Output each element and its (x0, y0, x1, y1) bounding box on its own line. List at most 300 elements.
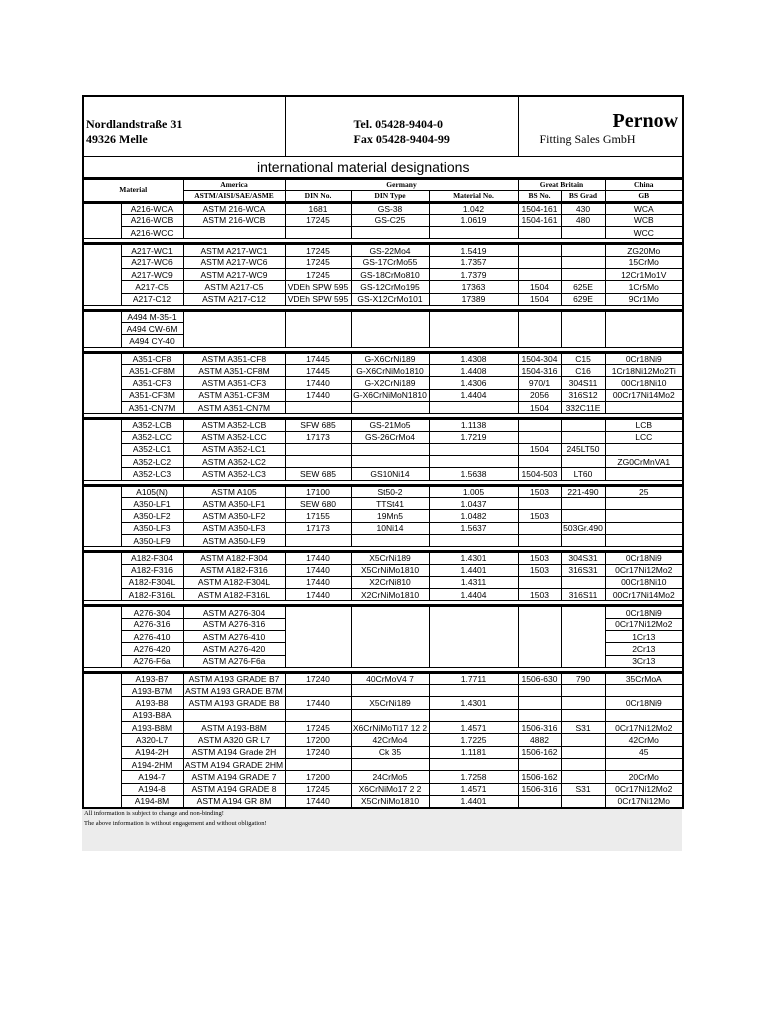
din-no-cell (285, 685, 351, 697)
astm-cell: ASTM A194 GRADE 8 (183, 783, 285, 795)
material-cell: A320-L7 (121, 734, 183, 746)
column-header-material: Material (83, 178, 183, 202)
din-type-cell (351, 227, 429, 239)
bs-no-cell (518, 795, 561, 807)
material-cell: A350-LF1 (121, 498, 183, 510)
bs-grad-cell: 629E (561, 293, 605, 305)
astm-cell: ASTM A194 GRADE 2HM (184, 759, 284, 770)
table-row (83, 268, 683, 280)
material-no-cell: 1.4401 (429, 795, 518, 807)
material-cell: A494 CW-6M (121, 323, 183, 335)
table-row (83, 795, 683, 807)
table-row (83, 456, 683, 468)
bs-no-merged-blank-cell (518, 606, 561, 667)
din-type-cell: 10Ni14 (351, 522, 429, 534)
bs-no-cell: 1504 (518, 443, 561, 455)
group-margin-cell (83, 310, 121, 347)
material-cell: A352-LC1 (121, 443, 183, 455)
group-margin-cell (83, 419, 121, 480)
column-group-china: China (605, 178, 683, 190)
din-type-cell: X6CrNiMoTi17 12 2 (352, 722, 428, 733)
gb-cell: 2Cr13 (605, 643, 683, 655)
gb-cell (605, 709, 683, 721)
material-cell: A193-B8A (121, 709, 183, 721)
astm-cell: ASTM A350-LF9 (183, 534, 285, 546)
column-header-bs-no: BS No. (518, 190, 561, 202)
bs-grad-cell: 221-490 (561, 485, 605, 497)
bs-grad-cell: 480 (561, 214, 605, 226)
bs-grad-cell: 790 (561, 672, 605, 684)
column-group-header-row (83, 178, 683, 190)
material-no-cell: 1.1181 (429, 746, 518, 758)
astm-cell: ASTM A217-WC9 (183, 268, 285, 280)
astm-cell: ASTM 216-WCA (183, 202, 285, 214)
column-header-bs-grad: BS Grad (561, 190, 605, 202)
column-header-din-type: DIN Type (351, 190, 429, 202)
bs-no-cell: 1503 (518, 589, 561, 601)
bs-grad-merged-blank-cell (561, 310, 605, 347)
table-row (83, 244, 683, 256)
material-cell: A276-304 (121, 606, 183, 618)
bs-no-cell: 1503 (518, 485, 561, 497)
bs-no-cell (518, 244, 561, 256)
din-type-cell (351, 534, 429, 546)
table-row (83, 377, 683, 389)
material-cell: A193-B8M (121, 722, 183, 734)
bs-grad-cell: 316S31 (561, 564, 605, 576)
bs-no-cell: 1506-316 (518, 722, 561, 734)
material-cell: A352-LC3 (121, 468, 183, 480)
din-no-cell: 17440 (285, 576, 351, 588)
material-no-cell: 1.7357 (429, 256, 518, 268)
din-type-cell: 19Mn5 (351, 510, 429, 522)
din-type-cell: GS-12CrMo195 (351, 281, 429, 293)
bs-grad-cell (561, 431, 605, 443)
gb-cell (605, 510, 683, 522)
din-no-cell: 17440 (285, 697, 351, 709)
bs-grad-cell: 304S11 (561, 377, 605, 389)
bs-grad-cell: S31 (561, 783, 605, 795)
material-no-cell: 1.7219 (429, 431, 518, 443)
column-header-gb: GB (605, 190, 683, 202)
din-no-merged-blank-cell (285, 310, 351, 347)
din-type-merged-blank-cell (351, 606, 429, 667)
gb-cell: LCC (605, 431, 683, 443)
table-row (83, 510, 683, 522)
din-no-cell: 17173 (285, 431, 351, 443)
table-row (83, 468, 683, 480)
telephone-number: Tel. 05428-9404-0 (353, 117, 444, 131)
table-row (83, 256, 683, 268)
material-cell: A350-LF2 (121, 510, 183, 522)
bs-grad-cell: 332C11E (561, 401, 605, 413)
bs-grad-cell (561, 498, 605, 510)
table-row (83, 685, 683, 697)
fax-number: Fax 05428-9404-99 (353, 132, 450, 146)
astm-cell: ASTM A105 (183, 485, 285, 497)
astm-cell: ASTM A194 GR 8M (183, 795, 285, 807)
din-type-cell: Ck 35 (351, 746, 429, 758)
gb-cell: 12Cr1Mo1V (605, 268, 683, 280)
din-type-cell: X5CrNi189 (351, 697, 429, 709)
din-no-cell: SEW 685 (285, 468, 351, 480)
gb-cell: 0Cr18Ni9 (605, 697, 683, 709)
astm-cell (183, 709, 285, 721)
din-no-cell: 17200 (285, 734, 351, 746)
material-no-cell: 1.7711 (429, 672, 518, 684)
table-row (83, 758, 683, 770)
bs-no-cell: 1506-316 (518, 783, 561, 795)
group-margin-cell (83, 552, 121, 601)
bs-no-cell: 970/1 (518, 377, 561, 389)
letterhead-row (83, 96, 683, 156)
material-cell: A217-WC9 (121, 268, 183, 280)
company-cell (518, 96, 683, 156)
table-row (83, 589, 683, 601)
gb-cell: 00Cr18Ni10 (605, 377, 683, 389)
bs-no-cell: 1504 (518, 401, 561, 413)
din-type-cell: 24CrMo5 (351, 771, 429, 783)
bs-no-cell (518, 709, 561, 721)
bs-grad-cell (561, 709, 605, 721)
table-row (83, 389, 683, 401)
din-type-cell: X2CrNiMo1810 (351, 589, 429, 601)
astm-cell: ASTM A351-CF3M (183, 389, 285, 401)
material-cell: A194-8M (121, 795, 183, 807)
din-type-cell: X2CrNi810 (351, 576, 429, 588)
table-row (83, 401, 683, 413)
material-cell: A351-CN7M (121, 401, 183, 413)
din-type-cell: TTSt41 (351, 498, 429, 510)
material-no-cell: 1.0619 (429, 214, 518, 226)
gb-cell: 20CrMo (605, 771, 683, 783)
din-no-cell: 17440 (285, 389, 351, 401)
table-row (83, 214, 683, 226)
din-no-cell: 17245 (285, 268, 351, 280)
bs-no-cell: 1504 (518, 281, 561, 293)
din-no-cell: 17245 (285, 256, 351, 268)
din-type-cell: GS-17CrMo55 (351, 256, 429, 268)
din-type-cell: GS-C25 (351, 214, 429, 226)
company-name: Pernow (612, 110, 679, 132)
bs-no-cell: 1504-503 (518, 468, 561, 480)
material-no-cell (429, 685, 518, 697)
title-row (83, 156, 683, 178)
material-cell: A351-CF8 (121, 352, 183, 364)
gb-cell: 0Cr18Ni9 (605, 606, 683, 618)
gb-cell: 0Cr18Ni9 (605, 352, 683, 364)
din-no-cell: 17445 (285, 365, 351, 377)
din-no-cell: VDEh SPW 595 (285, 293, 351, 305)
din-no-cell: 17445 (285, 352, 351, 364)
bs-grad-cell: 430 (561, 202, 605, 214)
astm-cell: ASTM A352-LC3 (183, 468, 285, 480)
gb-cell: 00Cr17Ni14Mo2 (605, 589, 683, 601)
bs-grad-cell (561, 419, 605, 431)
column-group-germany: Germany (285, 178, 518, 190)
bs-no-cell: 1504-316 (518, 365, 561, 377)
din-type-cell: X5CrNiMo1810 (351, 795, 429, 807)
bs-grad-cell (561, 256, 605, 268)
table-row (83, 485, 683, 497)
material-cell: A494 M-35-1 (121, 310, 183, 322)
gb-cell: 00Cr17Ni14Mo2 (605, 389, 683, 401)
column-group-great-britain: Great Britain (518, 178, 605, 190)
table-row (83, 576, 683, 588)
astm-cell: ASTM A352-LC2 (183, 456, 285, 468)
material-no-cell (429, 709, 518, 721)
material-no-cell: 1.7258 (429, 771, 518, 783)
bs-grad-cell (561, 746, 605, 758)
material-no-cell: 17363 (429, 281, 518, 293)
din-type-cell: G-X6CrNi189 (351, 352, 429, 364)
din-type-cell (351, 401, 429, 413)
bs-grad-cell: 304S31 (561, 552, 605, 564)
bs-no-cell (518, 419, 561, 431)
bs-no-cell (518, 456, 561, 468)
gb-cell: 45 (605, 746, 683, 758)
din-type-cell (351, 758, 429, 770)
material-no-cell: 1.4311 (429, 576, 518, 588)
bs-no-cell: 1504-161 (518, 214, 561, 226)
astm-cell: ASTM A193 GRADE B8 (183, 697, 285, 709)
gb-cell: WCA (605, 202, 683, 214)
group-margin-cell (83, 485, 121, 546)
table-row (83, 697, 683, 709)
din-type-cell: GS-21Mo5 (351, 419, 429, 431)
material-cell: A217-C12 (121, 293, 183, 305)
din-no-cell: 17240 (285, 746, 351, 758)
astm-cell: ASTM A193 GRADE B7M (183, 685, 285, 697)
disclaimer-line-1: All information is subject to change and non-binding! (84, 809, 224, 817)
astm-cell: ASTM A193-B8M (183, 722, 285, 734)
bs-no-cell: 1504-161 (518, 202, 561, 214)
din-type-cell: X5CrNi189 (351, 552, 429, 564)
table-row (83, 746, 683, 758)
bs-no-cell: 1503 (518, 510, 561, 522)
table-row (83, 672, 683, 684)
din-type-cell: G-X6CrNiMoN1810 (351, 389, 429, 401)
material-no-cell: 1.0437 (429, 498, 518, 510)
material-cell: A217-C5 (121, 281, 183, 293)
material-cell: A193-B7 (121, 672, 183, 684)
gb-cell (605, 498, 683, 510)
bs-no-cell: 1504-304 (518, 352, 561, 364)
gb-cell: 25 (605, 485, 683, 497)
bs-grad-cell (561, 697, 605, 709)
din-no-cell (285, 456, 351, 468)
din-type-cell (351, 685, 429, 697)
astm-cell: ASTM A320 GR L7 (183, 734, 285, 746)
group-margin-cell (83, 352, 121, 413)
din-type-cell: X5CrNiMo1810 (351, 564, 429, 576)
gb-cell: 1Cr13 (605, 631, 683, 643)
material-no-cell: 1.042 (429, 202, 518, 214)
astm-cell: ASTM 216-WCB (183, 214, 285, 226)
material-no-cell: 1.5637 (429, 522, 518, 534)
din-no-cell (285, 443, 351, 455)
bs-no-cell: 1503 (518, 552, 561, 564)
material-cell: A351-CF3M (121, 389, 183, 401)
bs-no-cell (518, 534, 561, 546)
gb-cell: ZG0CrMnVA1 (605, 456, 683, 468)
gb-cell: ZG20Mo (605, 244, 683, 256)
astm-cell: ASTM A276-304 (183, 606, 285, 618)
material-no-cell: 1.4308 (429, 352, 518, 364)
astm-cell: ASTM A217-C5 (183, 281, 285, 293)
material-no-cell: 1.4301 (429, 697, 518, 709)
din-type-cell: GS-26CrMo4 (351, 431, 429, 443)
astm-cell: ASTM A182-F316 (183, 564, 285, 576)
din-no-cell: 17440 (285, 564, 351, 576)
gb-cell: LCB (605, 419, 683, 431)
astm-cell: ASTM A217-WC1 (183, 244, 285, 256)
material-no-cell: 1.4571 (429, 783, 518, 795)
din-type-cell (351, 456, 429, 468)
gb-cell: 0Cr17Ni12Mo2 (605, 783, 683, 795)
material-cell: A276-F6a (121, 655, 183, 667)
bs-no-merged-blank-cell (518, 310, 561, 347)
table-row (83, 281, 683, 293)
bs-grad-cell (561, 244, 605, 256)
material-cell: A194-7 (121, 771, 183, 783)
material-no-merged-blank-cell (429, 310, 518, 347)
din-no-cell: 17245 (285, 783, 351, 795)
material-cell: A276-316 (121, 618, 183, 630)
bs-grad-cell: 625E (561, 281, 605, 293)
din-no-cell: 17440 (285, 377, 351, 389)
bs-no-cell (518, 522, 561, 534)
din-no-cell: 17100 (285, 485, 351, 497)
din-type-cell: GS-18CrMo810 (351, 268, 429, 280)
din-type-cell: GS-38 (351, 202, 429, 214)
gb-cell: 00Cr18Ni10 (605, 576, 683, 588)
material-cell: A194-2H (121, 746, 183, 758)
table-row (83, 606, 683, 618)
material-no-cell: 1.4301 (429, 552, 518, 564)
astm-cell: ASTM A276-F6a (183, 655, 285, 667)
gb-cell: 15CrMo (605, 256, 683, 268)
astm-cell: ASTM A351-CN7M (183, 401, 285, 413)
bs-grad-cell (561, 758, 605, 770)
material-no-cell: 1.1138 (429, 419, 518, 431)
din-no-cell: 17440 (285, 552, 351, 564)
astm-cell (183, 227, 285, 239)
material-cell: A194-8 (121, 783, 183, 795)
bs-grad-cell: 245LT50 (561, 443, 605, 455)
group-margin-cell (83, 672, 121, 807)
material-cell: A216-WCC (121, 227, 183, 239)
table-row (83, 564, 683, 576)
gb-cell: 35CrMoA (605, 672, 683, 684)
din-no-cell: 17245 (285, 722, 351, 734)
astm-cell: ASTM A352-LCC (183, 431, 285, 443)
gb-cell: 0Cr17Ni12Mo2 (605, 722, 683, 734)
bs-grad-cell (561, 576, 605, 588)
material-no-cell (429, 758, 518, 770)
bs-no-cell: 1506-162 (518, 746, 561, 758)
din-type-cell (351, 709, 429, 721)
astm-cell: ASTM A276-420 (183, 643, 285, 655)
material-cell: A351-CF8M (121, 365, 183, 377)
material-cell: A352-LC2 (121, 456, 183, 468)
gb-cell: WCB (605, 214, 683, 226)
bs-grad-cell (561, 795, 605, 807)
table-row (83, 227, 683, 239)
table-row (83, 310, 683, 322)
table-row (83, 722, 683, 734)
bs-no-cell (518, 685, 561, 697)
bs-no-cell (518, 227, 561, 239)
din-no-merged-blank-cell (285, 606, 351, 667)
gb-cell (605, 443, 683, 455)
gb-cell: 0Cr17Ni12Mo2 (605, 564, 683, 576)
group-margin-cell (83, 202, 121, 239)
din-type-cell: 40CrMoV4 7 (351, 672, 429, 684)
material-no-cell: 1.4401 (429, 564, 518, 576)
din-no-cell: 17240 (285, 672, 351, 684)
bs-no-cell (518, 268, 561, 280)
group-margin-cell (83, 606, 121, 667)
bs-no-cell: 1506-630 (518, 672, 561, 684)
din-type-cell: G-X2CrNi189 (351, 377, 429, 389)
material-no-cell: 1.5638 (429, 468, 518, 480)
din-no-cell: 17173 (285, 522, 351, 534)
gb-merged-blank-cell (605, 310, 683, 347)
table-row (83, 734, 683, 746)
din-no-cell (285, 709, 351, 721)
astm-cell: ASTM A182-F316L (183, 589, 285, 601)
din-no-cell: 17245 (285, 214, 351, 226)
material-cell: A182-F304L (121, 576, 183, 588)
bs-grad-cell: C16 (561, 365, 605, 377)
column-header-astm: ASTM/AISI/SAE/ASME (183, 190, 285, 202)
astm-cell: ASTM A217-WC6 (183, 256, 285, 268)
din-type-cell: X6CrNiMo17 2 2 (351, 783, 429, 795)
gb-cell: 42CrMo (605, 734, 683, 746)
column-header-din-no: DIN No. (285, 190, 351, 202)
gb-cell (605, 685, 683, 697)
gb-cell: WCC (605, 227, 683, 239)
material-no-cell: 1.0482 (429, 510, 518, 522)
din-no-cell (285, 227, 351, 239)
gb-cell: 3Cr13 (605, 655, 683, 667)
table-row (83, 293, 683, 305)
column-header-material-no: Material No. (429, 190, 518, 202)
table-row (83, 783, 683, 795)
astm-cell: ASTM A351-CF3 (183, 377, 285, 389)
astm-cell: ASTM A193 GRADE B7 (183, 672, 285, 684)
contact-cell (285, 96, 518, 156)
material-cell: A216-WCA (121, 202, 183, 214)
table-row (83, 443, 683, 455)
din-type-cell: 42CrMo4 (351, 734, 429, 746)
gb-cell: 1Cr18Ni12Mo2Ti (605, 365, 683, 377)
din-no-cell: 17200 (285, 771, 351, 783)
table-body (83, 96, 683, 808)
bs-grad-cell: LT60 (561, 468, 605, 480)
document-title: international material designations (83, 156, 683, 178)
material-no-cell (429, 443, 518, 455)
table-row (83, 709, 683, 721)
material-no-cell: 1.4306 (429, 377, 518, 389)
din-no-cell: SFW 685 (285, 419, 351, 431)
din-no-cell: 1681 (285, 202, 351, 214)
din-no-cell (285, 758, 351, 770)
bs-grad-cell (561, 227, 605, 239)
table-row (83, 534, 683, 546)
gb-cell: 1Cr5Mo (605, 281, 683, 293)
